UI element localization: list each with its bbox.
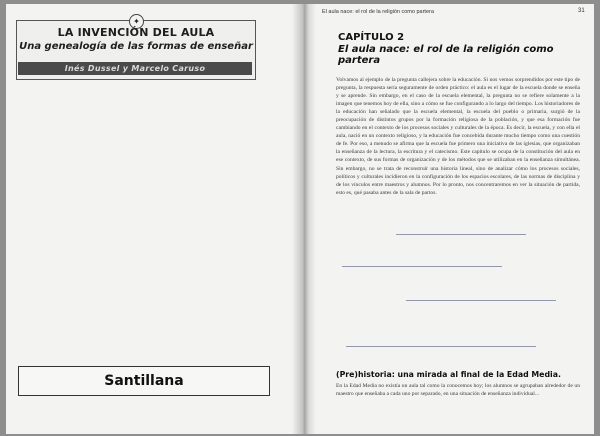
- underline-mark: [346, 346, 536, 347]
- emblem-icon: ✦: [129, 14, 144, 29]
- book-title: LA INVENCIÓN DEL AULA: [57, 26, 215, 39]
- chapter-label: CAPÍTULO 2: [338, 32, 405, 43]
- underline-mark: [396, 234, 526, 235]
- underline-mark: [342, 266, 502, 267]
- publisher-name: Santillana: [104, 373, 184, 389]
- book-spine: [292, 4, 316, 434]
- section-text: [336, 382, 580, 412]
- running-head: El aula nace: el rol de la religión como partera: [322, 9, 434, 15]
- publisher-box: [18, 366, 270, 396]
- book-subtitle: Una genealogía de las formas de enseñar: [19, 41, 253, 52]
- cover-title-box: [16, 17, 256, 80]
- underline-mark: [406, 300, 556, 301]
- chapter-title: El aula nace: el rol de la religión como partera: [338, 44, 554, 66]
- book-authors: Inés Dussel y Marcelo Caruso: [18, 62, 252, 75]
- body-paragraph: Volvamos al ejemplo de la pregunta callejera sobre la educación. Si nos vemos sorprendidos por este tipo de pregunta, la respuesta sería seguramente de orden práctico: el aula es el lugar de la escuela donde se enseña y se aprende. Sin embargo, en el caso de la escuela elemental, la pregunta no se refiere solamente a la imagen que tenemos hoy de ella, sino a cómo se fue configurando a lo largo del tiempo. Los historiadores de la educación han señalado que la escuela elemental, la escuela del pueblo o primaria, surgió de la preocupación de distintos grupos por la formación religiosa de la población, y que esa formación fue cambiando en el contexto de los procesos sociales y culturales de la época. Es decir, la escuela, y con ella el aula, nació en un contexto religioso, y la educación fue concebida durante mucho tiempo como una cuestión de fe. Por eso, a menudo se afirma que la escuela fue primero una iniciativa de las iglesias, que organizaban la enseñanza de la lectura, la escritura y el catecismo. Este capítulo se ocupa de la constitución del aula en ese contexto, de sus formas de organización y de los métodos que se utilizaban en la enseñanza simultánea. Sin embargo, no se trata de reconstruir una historia lineal, sino de analizar cómo los procesos sociales, políticos y culturales incidieron en la configuración de los espacios escolares, de las normas de disciplina y de los vínculos entre maestros y alumnos. Por lo pronto, nos concentraremos en ver la situación de partida, esto es, qué pasaba antes de la sala de partos.: [336, 77, 580, 196]
- body-text: [336, 76, 580, 367]
- page-number: 31: [578, 8, 585, 14]
- book-spread: [6, 4, 594, 434]
- section-paragraph: En la Edad Media no existía un aula tal como la conocemos hoy; los alumnos se agrupaban alrededor de un maestro que enseñaba a cada uno por separado, en una situación de enseñanza individual...: [336, 383, 580, 398]
- section-heading: (Pre)historia: una mirada al final de la Edad Media.: [336, 370, 561, 379]
